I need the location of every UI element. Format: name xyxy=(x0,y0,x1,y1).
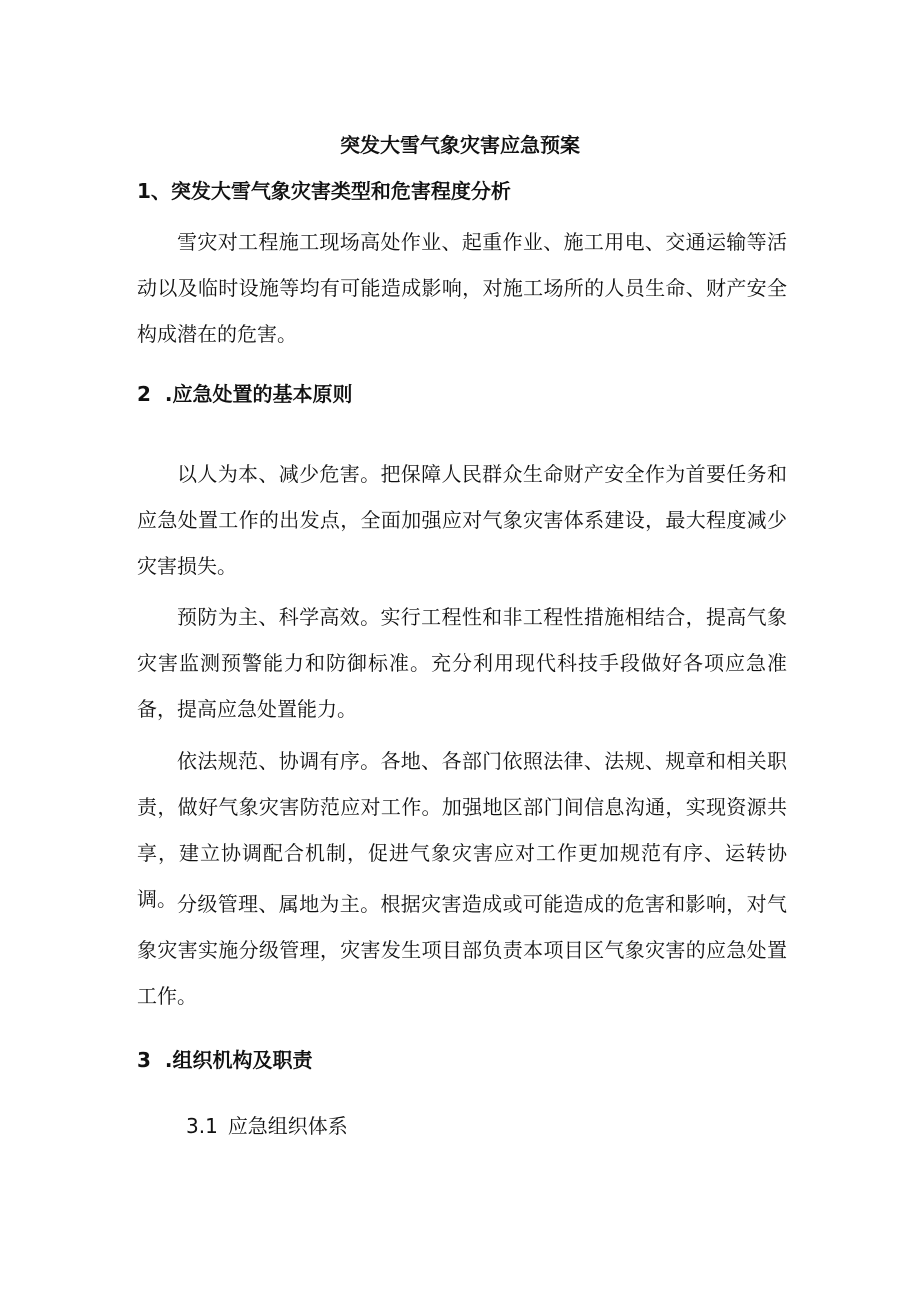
document-title: 突发大雪气象灾害应急预案 xyxy=(340,133,580,157)
section-3-number: 3 xyxy=(137,1048,151,1072)
section-2-number: 2 xyxy=(137,382,151,406)
subsection-3-1-heading-text: 应急组织体系 xyxy=(227,1114,348,1138)
subsection-3-1-number: 3.1 xyxy=(186,1114,218,1138)
section-1-heading-text: 1、突发大雪气象灾害类型和危害程度分析 xyxy=(137,179,511,203)
section-2-heading-text: .应急处置的基本原则 xyxy=(164,382,353,406)
section-2-heading xyxy=(137,379,353,409)
section-2-paragraph-3: 依法规范、协调有序。各地、各部门依照法律、法规、规章和相关职责，做好气象灾害防范应对工作。加强地区部门间信息沟通，实现资源共享，建立协调配合机制，促进气象灾害应对工作更加规范有序、运转协调。 xyxy=(137,749,787,911)
section-2-paragraph-1: 以人为本、减少危害。把保障人民群众生命财产安全作为首要任务和应急处置工作的出发点，全面加强应对气象灾害体系建设，最大程度减少灾害损失。 xyxy=(137,462,787,578)
subsection-3-1-heading xyxy=(186,1111,348,1141)
section-2-paragraph-4: 分级管理、属地为主。根据灾害造成或可能造成的危害和影响，对气象灾害实施分级管理，灾害发生项目部负责本项目区气象灾害的应急处置工作。 xyxy=(137,892,787,1008)
section-1-heading xyxy=(137,176,511,206)
section-3-heading-text: .组织机构及职责 xyxy=(164,1048,313,1072)
section-1-paragraph-1: 雪灾对工程施工现场高处作业、起重作业、施工用电、交通运输等活动以及临时设施等均有可能造成影响，对施工场所的人员生命、财产安全构成潜在的危害。 xyxy=(137,230,787,346)
section-3-heading xyxy=(137,1045,313,1075)
section-2-paragraph-2: 预防为主、科学高效。实行工程性和非工程性措施相结合，提高气象灾害监测预警能力和防御标准。充分利用现代科技手段做好各项应急准备，提高应急处置能力。 xyxy=(137,605,787,721)
